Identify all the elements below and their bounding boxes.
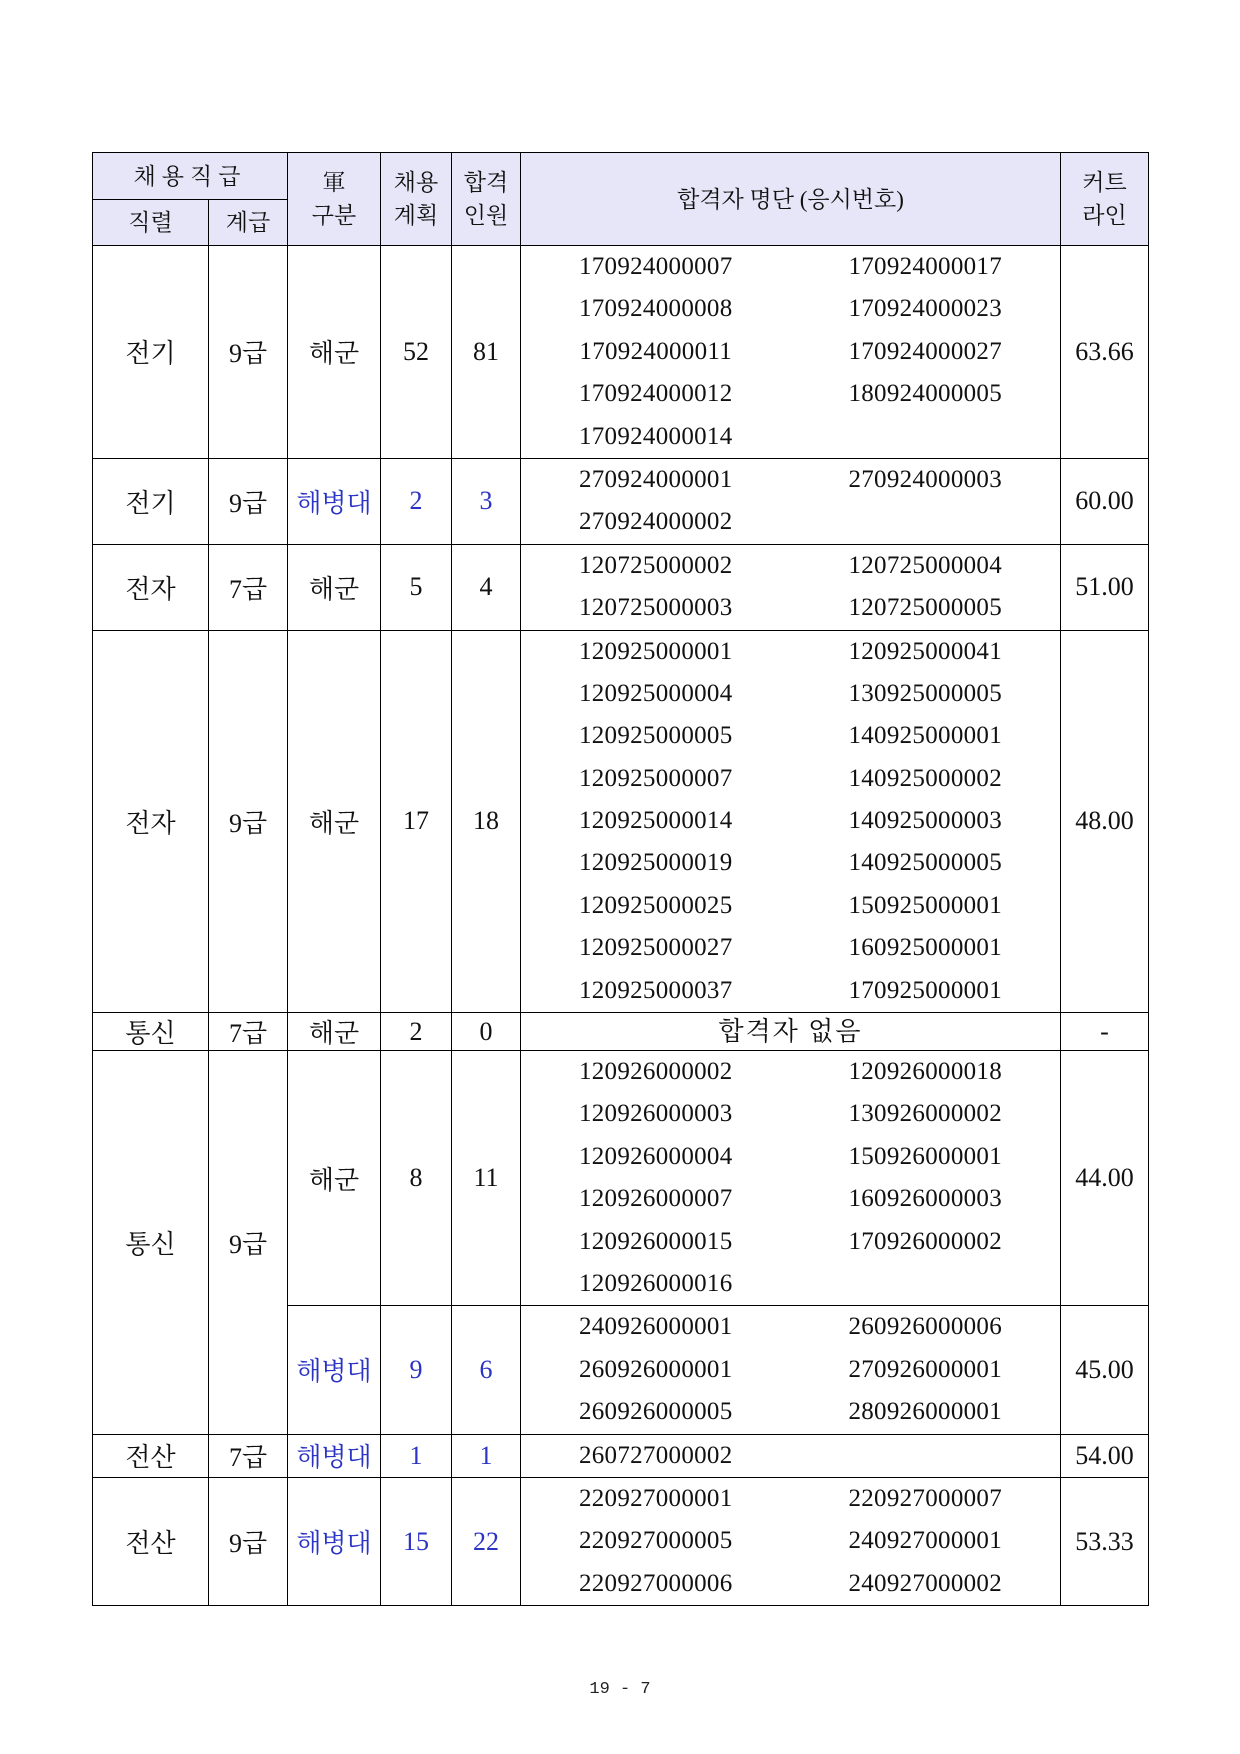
applicant-number: 120925000001 (578, 637, 733, 665)
grade-cell: 9급 (209, 246, 288, 459)
applicant-number: 150926000001 (848, 1142, 1003, 1170)
grade-cell: 9급 (209, 1051, 288, 1435)
series-cell: 통신 (93, 1013, 209, 1051)
list-item (521, 1391, 1060, 1433)
series-cell: 전기 (93, 246, 209, 459)
series-cell: 전자 (93, 630, 209, 1013)
header-cutline: 커트 라인 (1061, 153, 1149, 246)
list-item (521, 842, 1060, 884)
grade-cell: 9급 (209, 1477, 288, 1605)
applicant-number: 120925000019 (578, 849, 733, 877)
plan-cell: 17 (381, 630, 452, 1013)
applicant-number: 120925000025 (578, 891, 733, 919)
cutline-cell: 54.00 (1061, 1434, 1149, 1477)
list-item (521, 800, 1060, 842)
list-item (521, 587, 1060, 629)
passed-count-cell: 4 (452, 544, 521, 630)
list-item (521, 373, 1060, 415)
applicant-number: 240926000001 (578, 1313, 733, 1341)
list-item (521, 885, 1060, 927)
passed-list-cell (521, 1051, 1061, 1306)
branch-cell: 해군 (288, 630, 381, 1013)
applicant-number: 170926000002 (848, 1227, 1003, 1255)
applicant-number: 120925000027 (578, 934, 733, 962)
passed-list-cell (521, 1306, 1061, 1434)
applicant-number: 170924000017 (848, 253, 1003, 280)
passed-list-cell (521, 544, 1061, 630)
list-item (521, 1349, 1060, 1391)
applicant-number: 120925000041 (848, 637, 1003, 665)
list-item (521, 1221, 1060, 1263)
applicant-number: 220927000006 (578, 1569, 733, 1597)
applicant-number: 120926000016 (578, 1269, 733, 1297)
applicant-number: 180924000005 (848, 380, 1003, 408)
grade-cell: 7급 (209, 1013, 288, 1051)
applicant-number: 120926000015 (578, 1227, 733, 1255)
list-item (521, 631, 1060, 673)
plan-cell: 2 (381, 1013, 452, 1051)
applicant-number: 220927000005 (578, 1527, 733, 1555)
applicant-number: 260926000006 (848, 1313, 1003, 1341)
applicant-number: 270924000002 (578, 508, 733, 536)
table-row (93, 1434, 1149, 1477)
header-passed-list: 합격자 명단 (응시번호) (521, 153, 1061, 246)
plan-cell: 15 (381, 1477, 452, 1605)
table-row (93, 246, 1149, 459)
applicant-number: 120925000014 (578, 807, 733, 835)
series-cell: 전산 (93, 1434, 209, 1477)
cutline-cell: 60.00 (1061, 458, 1149, 544)
applicant-number: 270926000001 (848, 1355, 1003, 1383)
branch-cell: 해병대 (288, 1306, 381, 1434)
passed-count-cell: 3 (452, 458, 521, 544)
no-passer-note: 합격자 없음 (718, 1017, 863, 1047)
applicant-number: 170925000001 (848, 976, 1003, 1004)
passed-list-cell (521, 458, 1061, 544)
passed-count-cell: 11 (452, 1051, 521, 1306)
plan-cell: 52 (381, 246, 452, 459)
list-item (521, 715, 1060, 757)
table-row (93, 1051, 1149, 1306)
applicant-number: 270924000003 (848, 465, 1003, 493)
applicant-number: 140925000001 (848, 722, 1003, 750)
applicant-number: 260727000002 (578, 1441, 733, 1469)
applicant-number: 120926000002 (578, 1058, 733, 1086)
applicant-number: 120725000003 (578, 594, 733, 622)
plan-cell: 8 (381, 1051, 452, 1306)
applicant-number: 120725000005 (848, 594, 1003, 622)
table-body (93, 246, 1149, 1606)
list-item (521, 927, 1060, 969)
applicant-number: 170924000027 (848, 337, 1003, 365)
applicant-number: 120925000037 (578, 976, 733, 1004)
plan-cell: 2 (381, 458, 452, 544)
passed-count-cell: 1 (452, 1434, 521, 1477)
applicant-number: 120926000007 (578, 1185, 733, 1213)
branch-cell: 해병대 (288, 1477, 381, 1605)
table-header (93, 153, 1149, 246)
list-item (521, 459, 1060, 501)
list-item (521, 331, 1060, 373)
cutline-cell: 51.00 (1061, 544, 1149, 630)
passed-count-cell: 22 (452, 1477, 521, 1605)
list-item (521, 1306, 1060, 1348)
list-item (521, 1136, 1060, 1178)
branch-cell: 해병대 (288, 458, 381, 544)
applicant-number: 120725000002 (578, 551, 733, 579)
cutline-cell: 44.00 (1061, 1051, 1149, 1306)
applicant-number: 120925000005 (578, 722, 733, 750)
passed-list-cell (521, 1434, 1061, 1477)
applicant-number: 260926000001 (578, 1355, 733, 1383)
list-item (521, 416, 1060, 458)
branch-cell: 해군 (288, 1051, 381, 1306)
header-recruit-plan: 채용 계획 (381, 153, 452, 246)
list-item (521, 545, 1060, 587)
table-row (93, 1477, 1149, 1605)
cutline-cell: - (1061, 1013, 1149, 1051)
list-item (521, 758, 1060, 800)
series-cell: 전산 (93, 1477, 209, 1605)
applicant-number: 170924000011 (579, 337, 733, 365)
passed-list-cell (521, 630, 1061, 1013)
list-item (521, 1178, 1060, 1220)
applicant-number: 150925000001 (848, 891, 1003, 919)
applicant-number: 130926000002 (848, 1100, 1003, 1128)
header-recruit-grade: 채용직급 (93, 153, 288, 200)
applicant-number: 280926000001 (848, 1398, 1003, 1426)
applicant-number: 120925000004 (578, 679, 733, 707)
list-item (521, 1520, 1060, 1562)
header-passed-count: 합격 인원 (452, 153, 521, 246)
applicant-number: 170924000014 (578, 422, 733, 450)
grade-cell: 9급 (209, 458, 288, 544)
list-item (521, 501, 1060, 543)
applicant-number: 140925000005 (848, 849, 1003, 877)
list-item (521, 1435, 1060, 1477)
applicant-number: 160925000001 (848, 934, 1003, 962)
header-grade: 계급 (209, 200, 288, 246)
applicant-number: 140925000002 (848, 764, 1003, 792)
applicant-number: 130925000005 (848, 679, 1003, 707)
table-row (93, 458, 1149, 544)
applicant-number: 170924000023 (848, 295, 1003, 323)
applicant-number: 220927000007 (848, 1484, 1003, 1512)
list-item (521, 1563, 1060, 1605)
plan-cell: 9 (381, 1306, 452, 1434)
list-item (521, 288, 1060, 330)
plan-cell: 5 (381, 544, 452, 630)
grade-cell: 7급 (209, 544, 288, 630)
passed-count-cell: 18 (452, 630, 521, 1013)
list-item (521, 970, 1060, 1012)
passed-count-cell: 6 (452, 1306, 521, 1434)
series-cell: 전기 (93, 458, 209, 544)
passed-list-cell (521, 1013, 1061, 1051)
applicant-number: 140925000003 (848, 807, 1003, 835)
passed-list-cell (521, 246, 1061, 459)
results-table (92, 152, 1149, 1606)
series-cell: 통신 (93, 1051, 209, 1435)
header-series: 직렬 (93, 200, 209, 246)
list-item (521, 1478, 1060, 1520)
applicant-number: 120926000003 (578, 1100, 733, 1128)
table-row (93, 1013, 1149, 1051)
passed-list-cell (521, 1477, 1061, 1605)
cutline-cell: 45.00 (1061, 1306, 1149, 1434)
grade-cell: 9급 (209, 630, 288, 1013)
cutline-cell: 63.66 (1061, 246, 1149, 459)
plan-cell: 1 (381, 1434, 452, 1477)
applicant-number: 170924000007 (578, 253, 733, 280)
grade-cell: 7급 (209, 1434, 288, 1477)
applicant-number: 170924000008 (578, 295, 733, 323)
list-item (521, 246, 1060, 288)
header-military-branch: 軍 구분 (288, 153, 381, 246)
branch-cell: 해군 (288, 1013, 381, 1051)
passed-count-cell: 0 (452, 1013, 521, 1051)
branch-cell: 해군 (288, 544, 381, 630)
list-item (521, 673, 1060, 715)
applicant-number: 170924000012 (578, 380, 733, 408)
list-item (521, 1093, 1060, 1135)
applicant-number: 120925000007 (578, 764, 733, 792)
list-item (521, 1263, 1060, 1305)
branch-cell: 해군 (288, 246, 381, 459)
cutline-cell: 48.00 (1061, 630, 1149, 1013)
table-row (93, 630, 1149, 1013)
applicant-number: 220927000001 (578, 1484, 733, 1512)
applicant-number: 270924000001 (578, 465, 733, 493)
cutline-cell: 53.33 (1061, 1477, 1149, 1605)
applicant-number: 160926000003 (848, 1185, 1003, 1213)
branch-cell: 해병대 (288, 1434, 381, 1477)
list-item (521, 1051, 1060, 1093)
applicant-number: 240927000001 (848, 1527, 1003, 1555)
applicant-number: 120725000004 (848, 551, 1003, 579)
page-number: 19 - 7 (589, 1680, 651, 1699)
applicant-number: 260926000005 (578, 1398, 733, 1426)
series-cell: 전자 (93, 544, 209, 630)
applicant-number: 120926000018 (848, 1058, 1003, 1086)
applicant-number: 120926000004 (578, 1142, 733, 1170)
passed-count-cell: 81 (452, 246, 521, 459)
applicant-number: 240927000002 (848, 1569, 1003, 1597)
table-row (93, 544, 1149, 630)
